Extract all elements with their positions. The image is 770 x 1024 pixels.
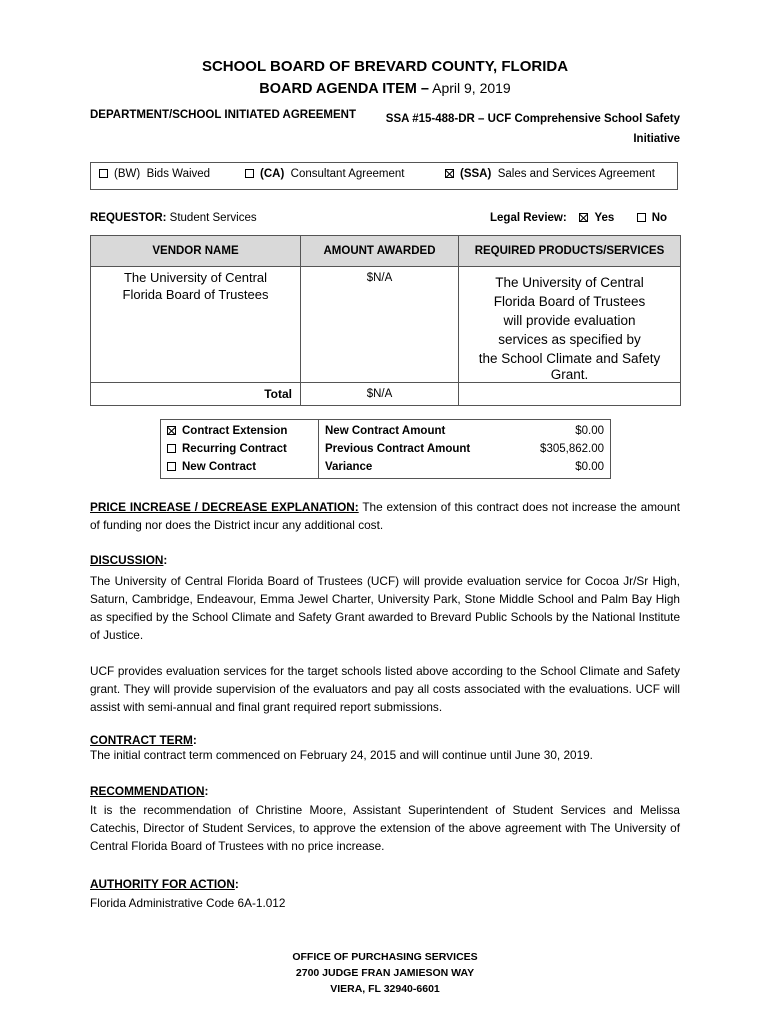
services-line: The University of Central xyxy=(495,275,644,290)
vendor-name-cell xyxy=(91,267,301,383)
variance-value: $0.00 xyxy=(575,461,604,473)
department-label: DEPARTMENT/SCHOOL INITIATED AGREEMENT xyxy=(90,109,356,121)
vendor-name-line-1: The University of Central xyxy=(123,270,268,285)
bw-label: Bids Waived xyxy=(146,168,211,180)
variance-label: Variance xyxy=(325,461,373,473)
contract-extension-option[interactable] xyxy=(167,422,312,440)
legal-yes-checkbox[interactable] xyxy=(579,213,588,222)
header-required-services: REQUIRED PRODUCTS/SERVICES xyxy=(459,236,681,267)
footer-office: OFFICE OF PURCHASING SERVICES xyxy=(292,951,478,963)
contract-table xyxy=(160,419,611,479)
total-label: Total xyxy=(91,383,301,406)
ssa-title xyxy=(378,109,680,149)
contract-extension-label: Contract Extension xyxy=(182,425,288,437)
bw-code: (BW) xyxy=(114,168,141,180)
ssa-code: (SSA) xyxy=(460,168,492,180)
services-line: Florida Board of Trustees xyxy=(493,294,646,309)
requestor xyxy=(90,212,257,224)
contract-types-cell xyxy=(161,420,319,479)
price-explanation-heading: PRICE INCREASE / DECREASE EXPLANATION: xyxy=(90,500,359,514)
new-contract-amount-label: New Contract Amount xyxy=(325,425,446,437)
contract-term-heading-text: CONTRACT TERM xyxy=(90,733,193,747)
authority-text: Florida Administrative Code 6A-1.012 xyxy=(90,896,286,910)
previous-contract-amount-label: Previous Contract Amount xyxy=(325,443,471,455)
requestor-label: REQUESTOR: xyxy=(90,212,167,224)
services-line: will provide evaluation xyxy=(503,313,636,328)
previous-contract-amount-row xyxy=(325,440,604,458)
option-sales-services-agreement[interactable] xyxy=(445,168,655,180)
ssa-line-2: Initiative xyxy=(633,133,680,145)
required-services-cell xyxy=(459,267,681,383)
price-explanation xyxy=(90,498,680,534)
option-consultant-agreement[interactable] xyxy=(245,168,404,180)
new-contract-checkbox[interactable] xyxy=(167,462,176,471)
recommendation-heading-text: RECOMMENDATION xyxy=(90,784,205,798)
total-row xyxy=(91,383,681,406)
legal-no-label: No xyxy=(651,212,668,224)
requestor-value: Student Services xyxy=(169,212,257,224)
new-contract-option[interactable] xyxy=(167,458,312,476)
vendor-table-header xyxy=(91,236,681,267)
amount-awarded-cell: $N/A xyxy=(301,267,459,383)
recommendation-heading: RECOMMENDATION: xyxy=(90,784,209,798)
previous-contract-amount-value: $305,862.00 xyxy=(540,443,604,455)
ssa-line-1: SSA #15-488-DR – UCF Comprehensive School Safety xyxy=(385,113,680,125)
ca-checkbox[interactable] xyxy=(245,169,254,178)
services-line: services as specified by xyxy=(498,332,641,347)
total-amount: $N/A xyxy=(301,383,459,406)
discussion-heading-text: DISCUSSION xyxy=(90,553,164,567)
recurring-contract-checkbox[interactable] xyxy=(167,444,176,453)
contract-amounts-cell xyxy=(319,420,611,479)
contract-term-heading: CONTRACT TERM: xyxy=(90,733,197,747)
header-amount-awarded: AMOUNT AWARDED xyxy=(301,236,459,267)
variance-row xyxy=(325,458,604,476)
recurring-contract-label: Recurring Contract xyxy=(182,443,287,455)
new-contract-amount-value: $0.00 xyxy=(575,425,604,437)
option-bids-waived[interactable] xyxy=(99,168,210,180)
footer-address xyxy=(0,949,770,997)
services-line: the School Climate and Safety xyxy=(478,351,661,366)
discussion-paragraph-1: The University of Central Florida Board of Trustees (UCF) will provide evaluation service for Cocoa Jr/Sr High, Saturn, Cambridge, Endeavour, Emma Jewel Charter, University Park, Stone Middle School and Palm Bay High as specified by the School Climate and Safety Grant awarded to Brevard Public Schools by the National Institute of Justice. xyxy=(90,574,680,642)
services-line: Grant. xyxy=(550,367,589,382)
contract-row xyxy=(161,420,611,479)
header-vendor-name: VENDOR NAME xyxy=(91,236,301,267)
contract-extension-checkbox[interactable] xyxy=(167,426,176,435)
legal-yes-label: Yes xyxy=(594,212,615,224)
agenda-item-label: BOARD AGENDA ITEM – xyxy=(259,81,429,97)
ca-code: (CA) xyxy=(260,168,285,180)
agreement-type-box xyxy=(90,162,678,190)
ssa-checkbox-checked[interactable] xyxy=(445,169,454,178)
authority-heading-text: AUTHORITY FOR ACTION xyxy=(90,877,235,891)
authority-heading: AUTHORITY FOR ACTION: xyxy=(90,877,239,891)
recommendation-text: It is the recommendation of Christine Moore, Assistant Superintendent of Student Services and Melissa Catechis, Director of Student Services, to approve the extension of the above agreement with The University of Central Florida Board of Trustees with no price increase. xyxy=(90,803,680,853)
discussion-heading: DISCUSSION: xyxy=(90,553,168,567)
footer-city: VIERA, FL 32940-6601 xyxy=(330,983,440,995)
discussion-paragraph-2: UCF provides evaluation services for the target schools listed above according to the School Climate and Safety grant. They will provide supervision of the evaluators and pay all costs associated with the evaluations. UCF will assist with semi-annual and final grant required report submissions. xyxy=(90,664,680,714)
agenda-item-title xyxy=(0,80,770,97)
legal-review-label: Legal Review: xyxy=(490,212,567,224)
board-title: SCHOOL BOARD OF BREVARD COUNTY, FLORIDA xyxy=(201,58,569,75)
agenda-date: April 9, 2019 xyxy=(432,80,511,96)
ca-label: Consultant Agreement xyxy=(290,168,405,180)
contract-term-text: The initial contract term commenced on February 24, 2015 and will continue until June 30, 2019. xyxy=(90,748,593,762)
vendor-table xyxy=(90,235,681,406)
footer-street: 2700 JUDGE FRAN JAMIESON WAY xyxy=(295,967,475,979)
legal-no-checkbox[interactable] xyxy=(637,213,646,222)
recurring-contract-option[interactable] xyxy=(167,440,312,458)
bw-checkbox[interactable] xyxy=(99,169,108,178)
new-contract-label: New Contract xyxy=(182,461,257,473)
vendor-name-line-2: Florida Board of Trustees xyxy=(122,287,269,302)
new-contract-amount-row xyxy=(325,422,604,440)
legal-review xyxy=(490,212,667,224)
table-row xyxy=(91,267,681,383)
ssa-label: Sales and Services Agreement xyxy=(497,168,655,180)
price-explanation-text: The extension of this contract does not increase the amount of funding nor does the District incur any additional cost. xyxy=(90,500,680,532)
total-empty-cell xyxy=(459,383,681,406)
